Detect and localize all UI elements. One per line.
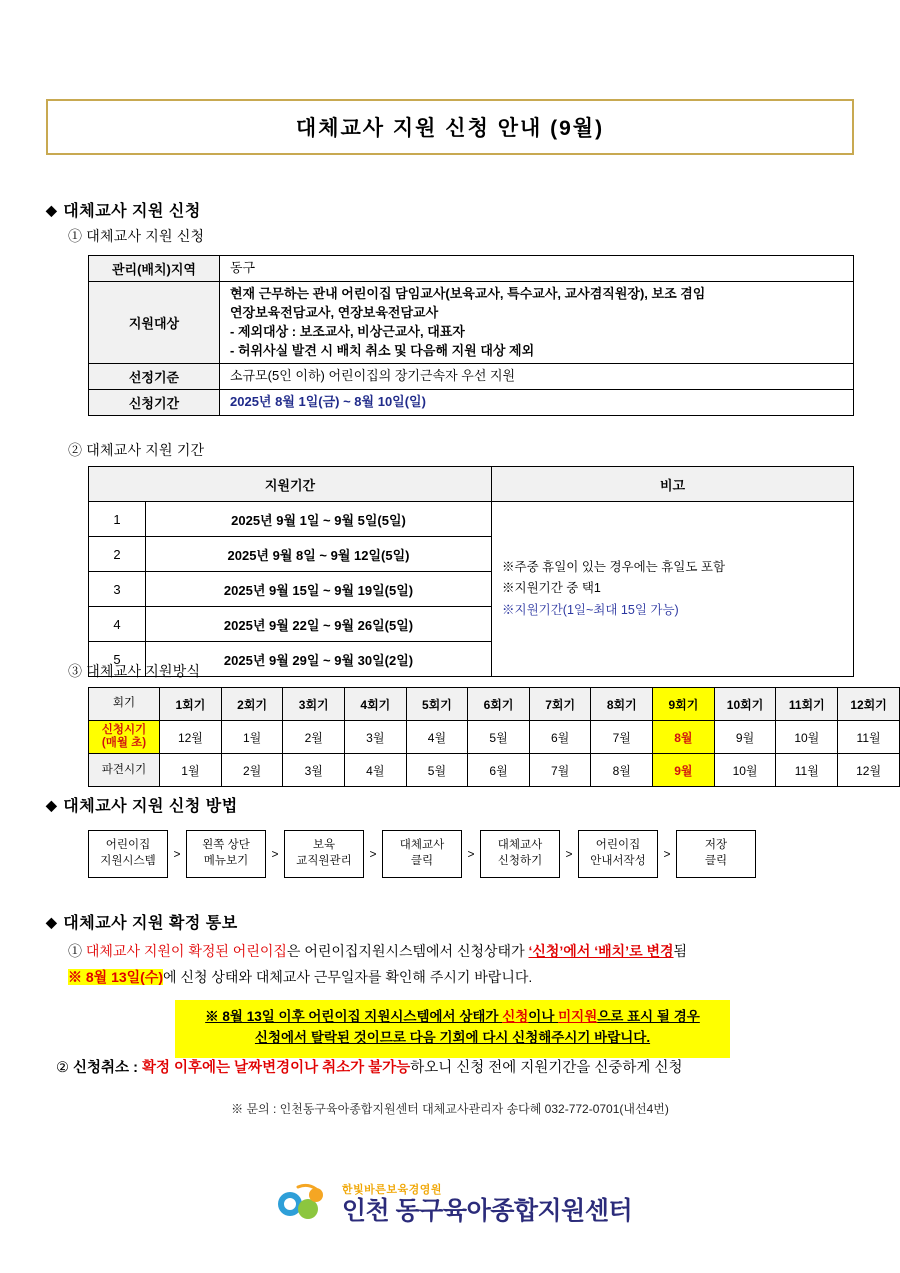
cell-no: 5 [89,642,146,677]
confirm-item-2-c: 하오니 신청 전에 지원기간을 신중하게 신청 [410,1060,683,1076]
cell-session: 12회기 [838,688,900,721]
cell-label-period: 신청기간 [89,390,220,416]
cell-session: 1회기 [160,688,222,721]
cell-session: 6회기 [468,688,530,721]
flow-step-5-line2: 신청하기 [497,855,543,867]
warning-line-1-c: 이나 [528,1009,559,1024]
cell-dispatch-month-highlight: 9월 [653,754,715,787]
logo-tagline: 한빛바른보육경영원 [341,1183,443,1196]
table-row [89,256,854,282]
cell-range: 2025년 9월 1일 ~ 9월 5일(5일) [146,502,492,537]
cell-apply-month: 7월 [591,721,653,754]
table-row [89,282,854,364]
cell-dispatch-month: 1월 [160,754,222,787]
table-support-period [88,466,854,677]
cell-label-region: 관리(배치)지역 [89,256,220,282]
cell-session: 3회기 [283,688,345,721]
confirm-item-1-line2-b: 에 신청 상태와 대체교사 근무일자를 확인해 주시기 바랍니다. [163,969,533,985]
arrow-icon: > [173,847,181,861]
cell-dispatch-month: 6월 [468,754,530,787]
table-row [89,502,854,537]
confirm-date-highlight: ※ 8월 13일(수) [68,969,164,985]
cell-session: 10회기 [714,688,776,721]
cell-apply-month: 5월 [468,721,530,754]
cell-range: 2025년 9월 29일 ~ 9월 30일(2일) [146,642,492,677]
flow-step-3-line2: 교직원관리 [296,855,352,867]
cell-session: 7회기 [529,688,591,721]
cell-dispatch-month: 10월 [714,754,776,787]
cell-label-target: 지원대상 [89,282,220,364]
table-row [89,364,854,390]
confirm-item-2 [56,1057,876,1080]
warning-line-2: 신청에서 탈락된 것이므로 다음 기회에 다시 신청해주시기 바랍니다. [254,1029,651,1045]
confirm-item-2-b: 확정 이후에는 날짜변경이나 취소가 불가능 [141,1060,411,1076]
diamond-icon: ◆ [46,797,58,813]
cell-apply-month: 1월 [221,721,283,754]
confirm-item-2-marker: ② [56,1060,74,1076]
flow-step-7-line2: 클릭 [704,855,728,867]
subitem-support-method: ③ 대체교사 지원방식 [68,663,201,679]
diamond-icon: ◆ [46,914,58,930]
cell-row-label-dispatch-time: 파견시기 [89,754,160,787]
remark-line-2: ※지원기간 중 택1 [502,581,601,596]
flow-step-2 [186,830,266,878]
confirm-warning-box [175,1000,730,1058]
section-heading-apply-label: 대체교사 지원 신청 [63,203,201,220]
flow-step-6-line1: 어린이집 [595,839,641,852]
table-row [89,390,854,416]
arrow-icon: > [271,847,279,861]
cell-apply-month-highlight: 8월 [653,721,715,754]
flow-step-1-line2: 지원시스템 [100,855,156,867]
cell-value-region: 동구 [220,256,854,282]
warning-line-1-a: ※ 8월 13일 이후 어린이집 지원시스템에서 상태가 [205,1009,503,1024]
cell-range: 2025년 9월 8일 ~ 9월 12일(5일) [146,537,492,572]
cell-value-target: 현재 근무하는 관내 어린이집 담임교사(보육교사, 특수교사, 교사겸직원장), 보조 겸임 연장보육전담교사, 연장보육전담교사 - 제외대상 : 보조교사, 비상근교사, 대표자 - 허위사실 발견 시 배치 취소 및 다음해 지원 대상 제외 [220,282,854,364]
header-period: 지원기간 [89,467,492,502]
cell-dispatch-month: 3월 [283,754,345,787]
cell-no: 2 [89,537,146,572]
page-title: 대체교사 지원 신청 안내 (9월) [295,117,605,140]
table-header-row [89,688,900,721]
cell-no: 4 [89,607,146,642]
arrow-icon: > [565,847,573,861]
section-heading-confirm-label: 대체교사 지원 확정 통보 [63,915,238,932]
confirm-item-1-d: 됨 [673,943,688,959]
arrow-icon: > [663,847,671,861]
cell-apply-month: 4월 [406,721,468,754]
organization-logo [0,1182,900,1226]
table-apply [88,255,854,416]
flow-step-6 [578,830,658,878]
cell-apply-month: 6월 [529,721,591,754]
cell-session: 5회기 [406,688,468,721]
cell-apply-month: 9월 [714,721,776,754]
header-remark: 비고 [492,467,854,502]
flow-step-4-line2: 클릭 [410,855,434,867]
document-title-box [46,99,854,155]
cell-label-criteria: 선정기준 [89,364,220,390]
application-flow [88,830,756,878]
flow-step-4-line1: 대체교사 [399,839,445,852]
flow-step-6-line2: 안내서작성 [590,855,646,867]
cell-range: 2025년 9월 22일 ~ 9월 26일(5일) [146,607,492,642]
cell-dispatch-month: 12월 [838,754,900,787]
cell-apply-month: 11월 [838,721,900,754]
cell-session-highlight: 9회기 [653,688,715,721]
confirm-item-1-marker: ① [68,943,86,959]
confirm-item-1-b: 은 어린이집지원시스템에서 신청상태가 [286,943,529,959]
cell-session: 11회기 [776,688,838,721]
cell-row-label-apply-time: 신청시기 (매월 초) [89,721,160,754]
cell-no: 3 [89,572,146,607]
warning-line-1-d: 미지원 [558,1009,598,1024]
cell-apply-month: 10월 [776,721,838,754]
cell-dispatch-month: 11월 [776,754,838,787]
section-heading-howto-label: 대체교사 지원 신청 방법 [63,798,238,815]
flow-step-3-line1: 보육 [312,839,336,852]
subitem-apply: ① 대체교사 지원 신청 [68,228,205,244]
cell-no: 1 [89,502,146,537]
cell-session: 4회기 [345,688,407,721]
arrow-icon: > [467,847,475,861]
flow-step-3 [284,830,364,878]
cell-apply-month: 3월 [345,721,407,754]
cell-session: 2회기 [221,688,283,721]
flow-step-2-line2: 메뉴보기 [203,855,249,867]
flow-step-7-line1: 저장 [704,839,728,852]
warning-line-1 [175,1007,730,1028]
table-header-row [89,467,854,502]
cell-dispatch-month: 2월 [221,754,283,787]
warning-line-1-e: 으로 표시 될 경우 [597,1009,700,1024]
cell-dispatch-month: 7월 [529,754,591,787]
contact-info: ※ 문의 : 인천동구육아종합지원센터 대체교사관리자 송다혜 032-772-0701(내선4번) [231,1102,669,1116]
confirm-item-1 [68,940,868,962]
subitem-support-period: ② 대체교사 지원 기간 [68,442,205,458]
flow-step-1-line1: 어린이집 [105,839,151,852]
flow-step-5-line1: 대체교사 [497,839,543,852]
cell-value-criteria: 소규모(5인 이하) 어린이집의 장기근속자 우선 지원 [220,364,854,390]
logo-mark-icon [268,1182,332,1226]
cell-remarks [492,502,854,677]
cell-range: 2025년 9월 15일 ~ 9월 19일(5일) [146,572,492,607]
cell-value-period: 2025년 8월 1일(금) ~ 8월 10일(일) [220,390,854,416]
remark-line-3: ※지원기간(1일~최대 15일 가능) [502,602,679,617]
cell-row-label-session: 회기 [89,688,160,721]
flow-step-1 [88,830,168,878]
section-heading-confirm [46,910,238,933]
logo-text [342,1185,632,1224]
flow-step-2-line1: 왼쪽 상단 [202,839,250,852]
flow-step-5 [480,830,560,878]
table-row [89,754,900,787]
table-support-method [88,687,900,787]
confirm-item-1-line2 [68,966,868,988]
remark-line-1: ※주중 휴일이 있는 경우에는 휴일도 포함 [502,560,726,575]
section-heading-apply [46,198,201,221]
confirm-item-1-c: ‘신청’에서 ‘배치’로 변경 [528,943,674,959]
diamond-icon: ◆ [46,202,58,218]
confirm-item-2-a: 신청취소 : [73,1060,142,1076]
cell-apply-month: 12월 [160,721,222,754]
cell-dispatch-month: 5월 [406,754,468,787]
flow-step-7 [676,830,756,878]
section-heading-howto [46,793,238,816]
table-row [89,721,900,754]
confirm-item-1-a: 대체교사 지원이 확정된 어린이집 [85,943,287,959]
cell-apply-month: 2월 [283,721,345,754]
cell-dispatch-month: 8월 [591,754,653,787]
cell-dispatch-month: 4월 [345,754,407,787]
flow-step-4 [382,830,462,878]
cell-session: 8회기 [591,688,653,721]
arrow-icon: > [369,847,377,861]
logo-name: 인천 동구육아종합지원센터 [341,1196,633,1225]
warning-line-1-b: 신청 [502,1009,529,1024]
